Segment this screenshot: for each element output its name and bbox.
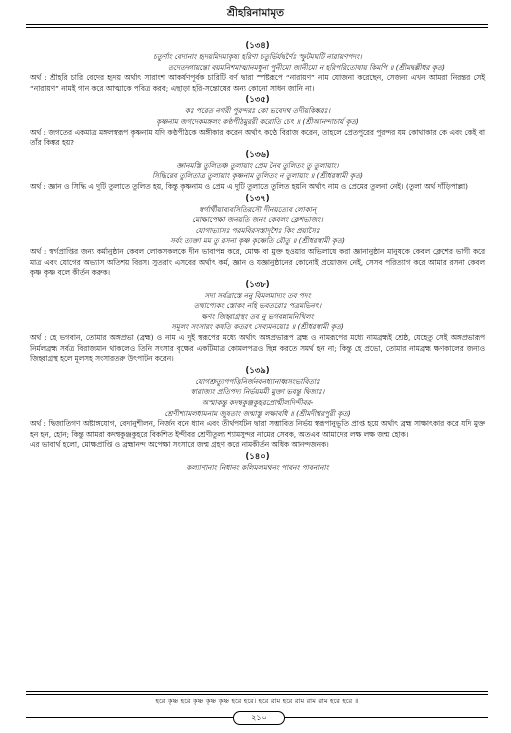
footer-rule-top [26, 691, 488, 692]
header-rule-bottom [26, 27, 488, 28]
sanskrit-line: সদা সর্বত্রাস্তে ননু বিমলমাদ্যং তব পদং [204, 290, 311, 300]
sanskrit-line: শ্রেণীশ্যামলধামনাম জুষতাং জন্মাস্তু লক্ষাবধি ॥ (শ্রীমদীশ্বরপুরী কৃত) [164, 408, 351, 418]
sanskrit-line: কল্যাণানাং নিধানং কলিমলমথনং পাবনং পাবনানাং [186, 463, 329, 472]
verse-number: (১৪০) [245, 452, 270, 462]
verse-number: (১৩৮) [245, 279, 270, 290]
footer-rule-second [26, 694, 488, 695]
sanskrit-line: চতুর্ণাং বেদানাং হৃদয়মিদমাকৃষ্য হরিণা চতুর্ভির্যদ্বর্ণৈঃ স্ফুটমঘটি নারায়ণপদং। [153, 52, 362, 61]
sanskrit-line: যোগশ্রুত্যুপপত্তিনির্জনবনধ্যানাধ্বসংভাবিতাঃ [195, 376, 320, 386]
page-number-line-left [26, 717, 233, 718]
meaning-paragraph: অর্থ : স্বর্গপ্রাপ্তির জন্য কর্মানুষ্ঠান কেবল লোকসকলকে দীন ভাবাপন্ন করে, মোক্ষ বা মুক্ত হওয়ার অভিলাষে করা জ্ঞানানুষ্ঠান মানুষকে কেবল ক্লেশের ভাগী করে মাত্র এবং যোগের অভ্যাস অতিশয় বিরস। সুতরাং এসবের অর্থাৎ কর্ম, জ্ঞান ও যজ্ঞানুষ্ঠানের কোনোই প্রয়োজন নেই, সেসব পরিত্যাগ করে আমার রসনা কেবল কৃষ্ণ কৃষ্ণ বলে কীর্তন করুক। [30, 246, 485, 278]
sanskrit-line: সিদ্ধিরেব তুলিতাত্র তুলায়াং কৃষ্ণনাম তুলিতং ন তুলায়াং ॥ (শ্রীধরস্বামী কৃত) [152, 171, 363, 181]
bhavartha-paragraph: এর ভাবার্থ হলো, মোক্ষপ্রাপ্তি ও ব্রহ্মানন্দ অপেক্ষা সংসারে জন্ম গ্রহণ করে নামকীর্তন অধিক আনন্দজনক। [30, 440, 329, 450]
verse-number: (১৩৪) [245, 41, 270, 51]
sanskrit-line: মোক্ষাপেক্ষা জনয়তি জনং কেবলং ক্লেশভাজং। [192, 215, 323, 225]
sanskrit-line: সমূলং সংসারং কষতি কতরৎ সেব্যমনয়োঃ ॥ (শ্রীধরস্বামী কৃত) [171, 322, 344, 332]
page-content [30, 40, 485, 474]
page-number: ২১০ [233, 711, 285, 725]
page-header-title: শ্রীহরিনামামৃত [226, 7, 285, 19]
sanskrit-line: তদেতদ্গায়ন্তো বয়মনিশমাত্মানমধুনা পুনীমো জানীমো ন হরিপরিতোষায় কিমপি ॥ (শ্রীমদ্বল্লীধর কৃত) [167, 62, 445, 72]
meaning-paragraph: অর্থ : দ্বিজাতিগণ অষ্টাঙ্গযোগ, বেদানুশীলন, নির্জন বনে ধ্যান এবং তীর্থপর্যটন দ্বারা সম্ভাবিত নির্ভয় স্বরূপানুভূতি প্রাপ্ত হয়ে অর্থাৎ ব্রহ্ম সাক্ষাৎকার করে যদি মুক্ত হন হন, হোন; কিন্তু আমরা কদম্বকুঞ্জকুহরে বিকশিত ইন্দীবর শ্রেণীতুল্য শ্যামসুন্দর নামের সেবক, অতএব আমাদের লক্ষ লক্ষ জন্ম হোক। [30, 419, 485, 439]
sanskrit-line: স্বর্গার্থীয়াব্যবসিতিরসৌ দীনয়ত্যেব লোকান্ [198, 204, 317, 214]
sanskrit-line: সর্বং ত্যক্তা মম তু রসনা কৃষ্ণ কৃষ্ণেতি রৌতু ॥ (শ্রীধরস্বামী কৃত) [170, 236, 345, 246]
meaning-paragraph: অর্থ : জগতের একমাত্র মঙ্গলস্বরূপ কৃষ্ণনাম যদি কণ্ঠপীঠকে অঙ্গীকার করেন অর্থাৎ কণ্ঠে বিরাজ করেন, তাহলে প্রেতপুরের পুরন্দর যম কোথাকার কে এবং কেই বা তাঁর কিঙ্কর হয়? [30, 127, 485, 148]
meaning-paragraph: অর্থ : জ্ঞান ও সিদ্ধি এ দুটি তুলাতে তুলিত হয়, কিন্তু কৃষ্ণনাম ও প্রেম এ দুটি তুলাতে তুলিত হয়নি অর্থাৎ নাম ও প্রেমের তুলনা নেই। (তুলা অর্থ দাঁড়িপাল্লা) [30, 181, 468, 191]
meaning-paragraph: অর্থ : শ্রীহরি চারি বেদের হৃদয় অর্থাৎ সারাংশ আকর্ষণপূর্বক চারিটি বর্ণ দ্বারা স্পষ্টরূপে “নারায়ণ” নাম যোজনা করেছেন, সেজন্য এখন আমরা নিরন্তর সেই “নারায়ণ” নামই গান করে আত্মাকে পবিত্র করব; এছাড়া হরি-সন্তোষের অন্য কোনো সাধন জানি না। [30, 73, 485, 93]
sanskrit-line: যোগাভ্যাসঃ পরমবিরসস্তাদৃশৈঃ কিং প্রয়াসৈঃ [195, 225, 320, 235]
verse-number: (১৩৬) [245, 149, 270, 160]
verse-number: (১৩৫) [245, 95, 270, 106]
sanskrit-line: স্বারাজ্যং প্রতিপদ্য নির্ভয়মমী মুক্তা ভবন্তু দ্বিজাঃ। [190, 387, 325, 397]
verse-number: (১৩৯) [245, 365, 270, 376]
meaning-paragraph: অর্থ : হে ভগবান, তোমার অঙ্গপ্রভা (ব্রহ্ম) ও নাম এ দুই স্বরূপের মধ্যে অর্থাৎ অঙ্গপ্রভারূপ ব্রহ্ম ও নামরূপের মধ্যে নামব্রহ্মই শ্রেষ্ঠ, যেহেতু সেই অঙ্গপ্রভারূপ নির্মলব্রহ্ম সর্বত্র বিরাজমান থাকলেও তিনি সংসার বৃক্ষের একটিমাত্র কোমলপত্রও ছিন্ন করতে সমর্থ হন না; কিন্তু হে প্রভো, তোমার নামব্রহ্ম ক্ষণকালের জন্যও জিহ্বাগ্রস্থ হলে মূলসহ সংসারতরু উৎপাটন করেন। [30, 333, 485, 364]
sanskrit-line: অস্মাকন্তু কদম্বকুঞ্জকুহরপ্রোন্মীলদিন্দীবর- [201, 398, 314, 408]
sanskrit-line: কৃষ্ণনাম জগদেকমঙ্গলং কণ্ঠপীঠমুররী করোতি চেৎ ॥ (শ্রীআনন্দাচার্য কৃত) [156, 116, 359, 126]
mahamantra-footer: হরে কৃষ্ণ হরে কৃষ্ণ কৃষ্ণ কৃষ্ণ হরে হরে। হরে রাম হরে রাম রাম রাম হরে হরে ॥ [155, 697, 359, 705]
header-rule-top [26, 24, 488, 25]
sanskrit-line: ক্ষণং জিহ্বাগ্রস্থং তব নু ভগবন্নামনিখিলং [201, 311, 314, 321]
page-number-line-right [285, 717, 488, 718]
sanskrit-line: কঃ পরেত নগরী পুরন্দরঃ কো ভবেদথ তদীয়কিঙ্করঃ। [184, 106, 331, 116]
verse-number: (১৩৭) [245, 193, 270, 204]
sanskrit-line: তথাপ্যেকং স্তোকং নহি ভবতরোঃ পত্রমভিনৎ। [193, 301, 322, 311]
sanskrit-line: জ্ঞানমস্তি তুলিতঞ্চ তুলায়াং প্রেম নৈব তুলিতং তু তুলায়াং। [176, 160, 339, 170]
